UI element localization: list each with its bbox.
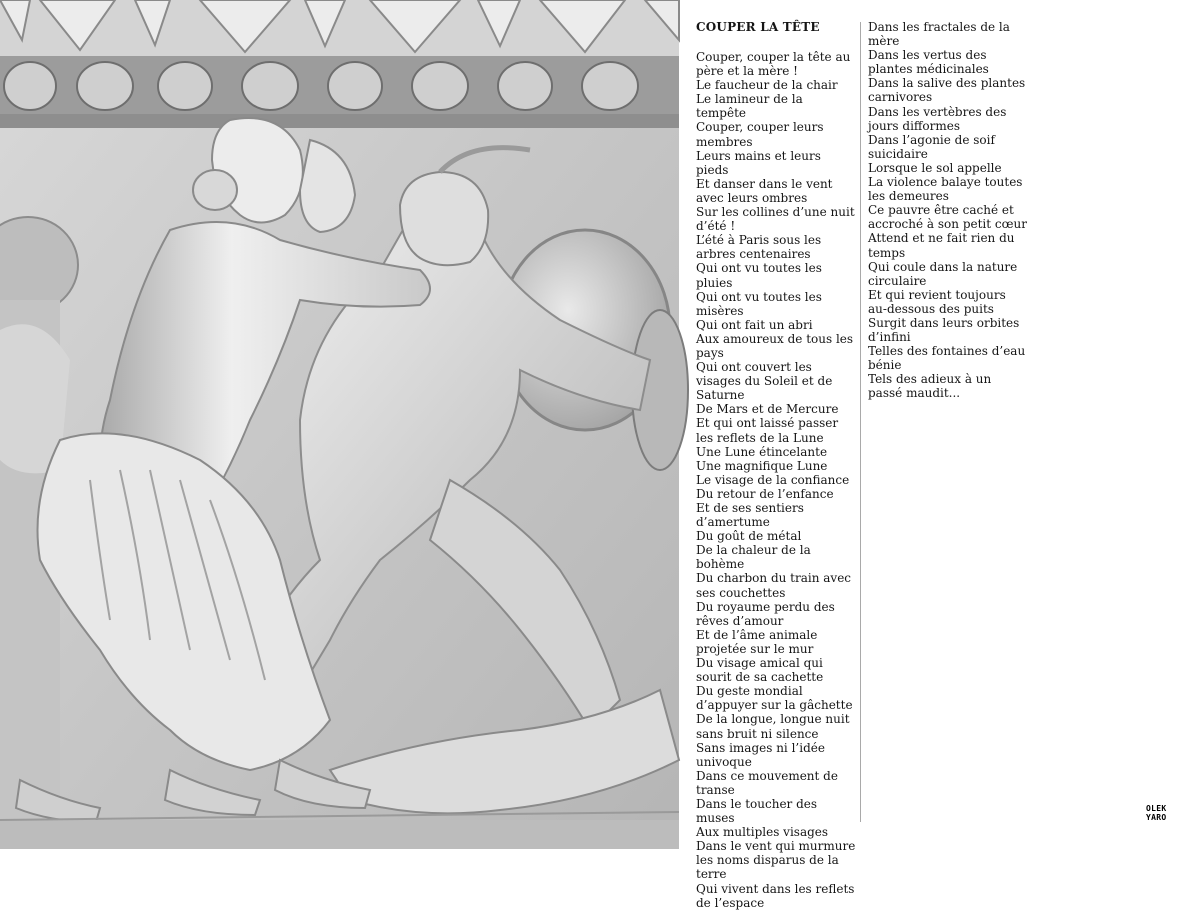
poem-line: Dans la salive des plantes carnivores [868, 76, 1026, 105]
poem-line: Aux multiples visages [696, 825, 829, 840]
poem-line: Et de ses sentiers d’amertume [696, 501, 804, 530]
poem-line: Le faucheur de la chair [696, 78, 838, 93]
poem-line: Aux amoureux de tous les pays [696, 331, 854, 360]
poem-line: Surgit dans leurs orbites d’infini [868, 315, 1020, 345]
poem-line: Ce pauvre être caché et accroché à son petit cœur [868, 203, 1027, 232]
poem-line: De la longue, longue nuit sans bruit ni silence [696, 712, 850, 741]
column-divider [860, 22, 861, 822]
poem-line: Du charbon du train avec ses couchettes [696, 571, 852, 600]
poem-line: Du geste mondial d’appuyer sur la gâchette [696, 684, 853, 713]
poem-line: Dans le vent qui murmure les noms disparus de la terre [696, 839, 856, 882]
poem-line: Dans les vertus des plantes médicinales [868, 48, 989, 77]
poem-column-2 [868, 20, 1028, 401]
author-signature-logo [1146, 804, 1176, 822]
poem-line: Du goût de métal [696, 529, 802, 544]
poem-line: L’été à Paris sous les arbres centenaires [696, 233, 822, 262]
poem-line: Et qui ont laissé passer les reflets de la Lune [696, 416, 839, 445]
poem-line: Du royaume perdu des rêves d’amour [696, 599, 835, 628]
poem-line: Qui ont vu toutes les pluies [696, 261, 822, 290]
poem-line: Leurs mains et leurs pieds [696, 148, 821, 177]
poem-line: Le visage de la confiance [696, 472, 850, 487]
poem-line: Dans ce mouvement de transe [696, 768, 838, 797]
poem-line: Une magnifique Lune [696, 458, 828, 473]
poem-line: Qui ont vu toutes les misères [696, 289, 822, 318]
signature-line-2: YARO [1146, 813, 1167, 822]
poem-column-1 [696, 20, 856, 910]
poem-line: Couper, couper la tête au père et la mère ! [696, 50, 851, 79]
poem-line: De Mars et de Mercure [696, 402, 839, 417]
poem-line: Qui ont couvert les visages du Soleil et de Saturne [696, 360, 833, 403]
poem-line: Une Lune étincelante [696, 444, 828, 459]
poem-line: Et de l’âme animale projetée sur le mur [696, 627, 818, 656]
poem-line: Qui coule dans la nature circulaire [868, 259, 1018, 288]
poem-line: Le lamineur de la tempête [696, 92, 803, 121]
signature-line-1: OLEK [1146, 804, 1167, 813]
poem-line: Attend et ne fait rien du temps [868, 231, 1015, 260]
poem-line: Sur les collines d’une nuit d’été ! [696, 205, 855, 234]
poem-line: Et qui revient toujours au-dessous des puits [868, 287, 1006, 316]
poem-line: Lorsque le sol appelle [868, 160, 1002, 175]
poem-line: Qui vivent dans les reflets de l’espace [696, 881, 855, 910]
poem-line: Du retour de l’enfance [696, 486, 834, 501]
poem-line: De la chaleur de la bohème [696, 543, 811, 572]
poem-line: Dans le toucher des muses [696, 796, 818, 826]
poem-line: La violence balaye toutes les demeures [868, 175, 1023, 204]
poem-title: COUPER LA TÊTE [696, 20, 820, 34]
poem-line: Dans l’agonie de soif suicidaire [868, 132, 995, 161]
poem-line: Dans les fractales de la mère [868, 20, 1010, 49]
poem-line: Qui ont fait un abri [696, 317, 813, 332]
poem-line: Couper, couper leurs membres [696, 120, 824, 149]
poem-line: Sans images ni l’idée univoque [696, 740, 825, 769]
poem-line: Et danser dans le vent avec leurs ombres [696, 176, 833, 205]
poem-line: Telles des fontaines d’eau bénie [868, 344, 1026, 373]
poem-line: Dans les vertèbres des jours difformes [868, 104, 1007, 133]
poem-lines [696, 50, 856, 910]
poem-line: Tels des adieux à un passé maudit... [868, 372, 992, 401]
poem-line: Du visage amical qui sourit de sa cachette [696, 656, 824, 685]
